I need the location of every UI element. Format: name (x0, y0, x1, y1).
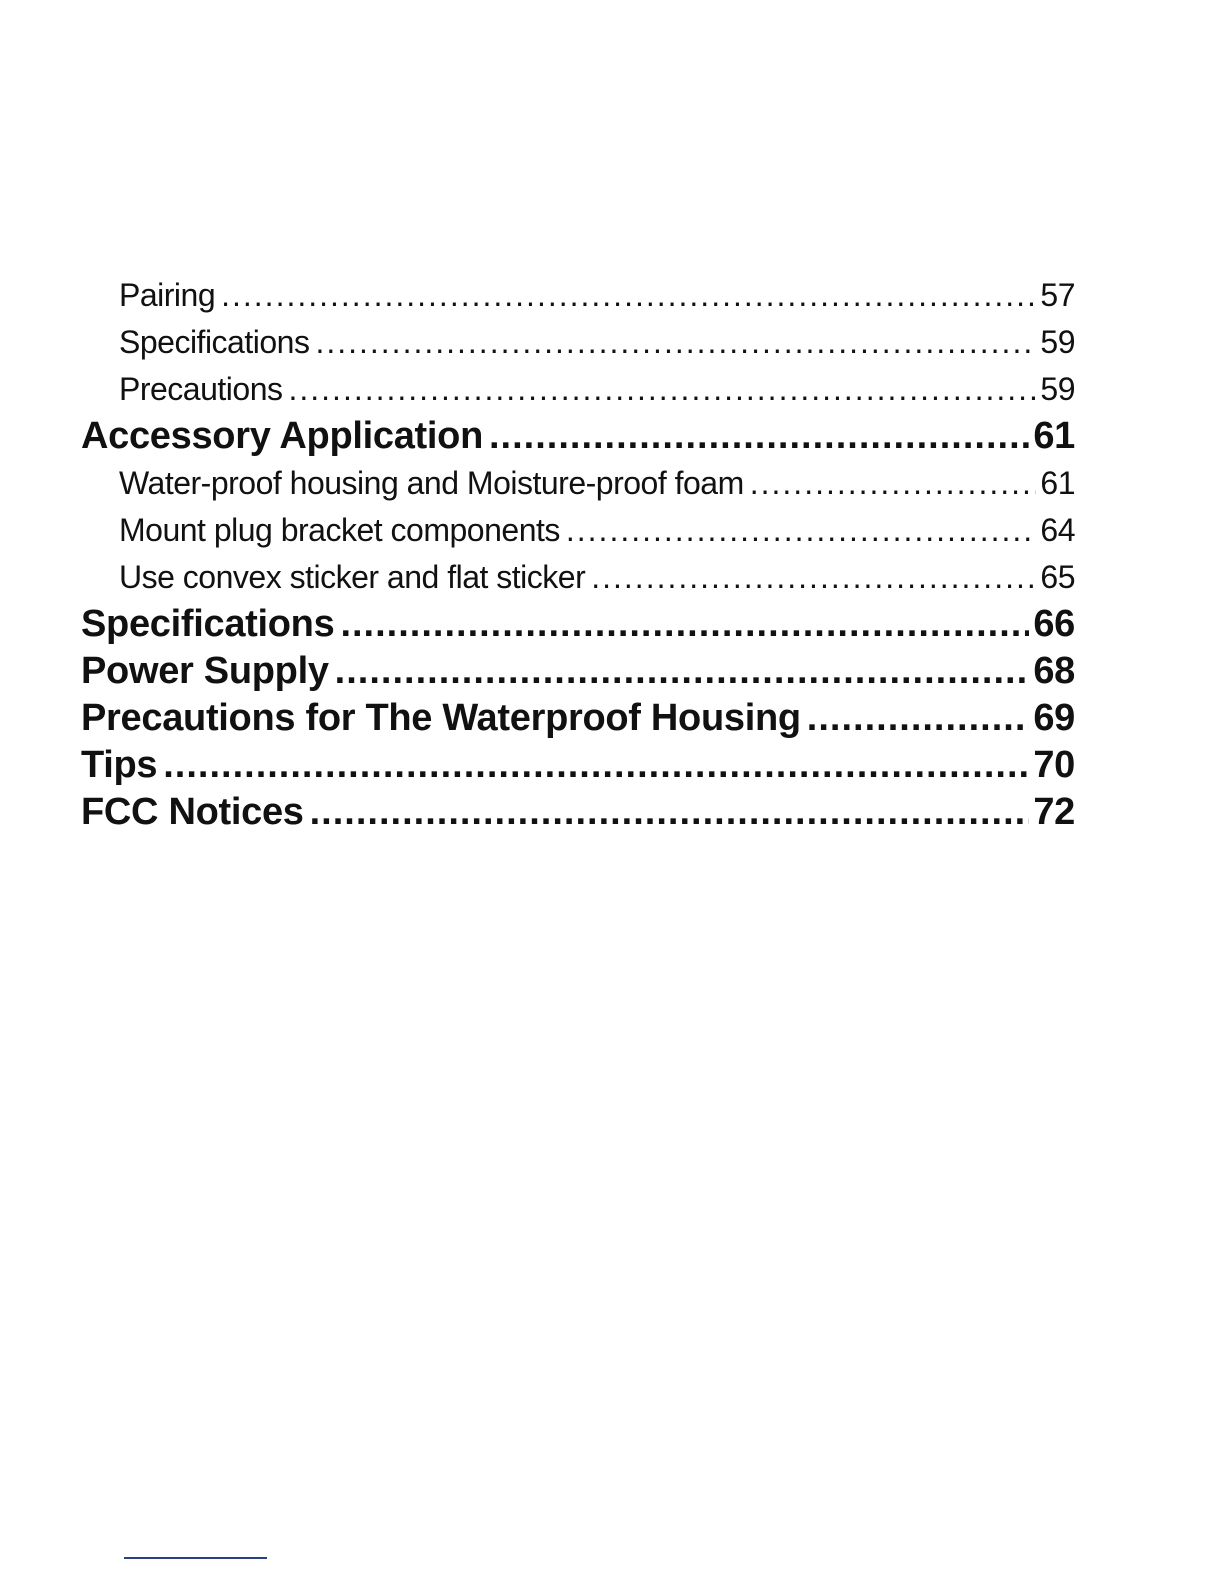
dot-leader (489, 413, 1029, 460)
dot-leader (591, 554, 1036, 601)
toc-entry-title: Use convex sticker and flat sticker (119, 559, 586, 595)
dot-leader (310, 789, 1030, 836)
toc-entry-specifications-sub[interactable] (81, 319, 1075, 366)
toc-entry-fcc-notices[interactable] (81, 789, 1075, 836)
toc-entry-title: FCC Notices (81, 791, 304, 833)
toc-entry-title: Specifications (119, 324, 310, 360)
toc-entry-page: 59 (1040, 371, 1075, 407)
toc-entry-page: 57 (1040, 277, 1075, 313)
footer-rule (124, 1557, 267, 1559)
toc-entry-page: 64 (1040, 512, 1075, 548)
toc-entry-pairing[interactable] (81, 272, 1075, 319)
toc-entry-accessory-application[interactable] (81, 413, 1075, 460)
toc-entry-title: Power Supply (81, 650, 329, 692)
dot-leader (807, 695, 1030, 742)
toc-entry-page: 69 (1033, 697, 1075, 739)
toc-entry-title: Tips (81, 744, 158, 786)
dot-leader (163, 742, 1029, 789)
toc-entry-waterproof-housing-precautions[interactable] (81, 695, 1075, 742)
toc-entry-mount-plug-bracket[interactable] (81, 507, 1075, 554)
toc-entry-power-supply[interactable] (81, 648, 1075, 695)
dot-leader (288, 366, 1036, 413)
dot-leader (340, 601, 1029, 648)
toc-entry-page: 68 (1033, 650, 1075, 692)
dot-leader (750, 460, 1037, 507)
dot-leader (221, 272, 1036, 319)
toc-entry-page: 61 (1040, 465, 1075, 501)
toc-entry-page: 70 (1033, 744, 1075, 786)
toc-entry-page: 66 (1033, 603, 1075, 645)
toc-entry-page: 59 (1040, 324, 1075, 360)
table-of-contents (81, 272, 1075, 836)
dot-leader (566, 507, 1037, 554)
toc-entry-title: Mount plug bracket components (119, 512, 560, 548)
dot-leader (335, 648, 1030, 695)
dot-leader (315, 319, 1036, 366)
toc-entry-title: Precautions for The Waterproof Housing (81, 697, 801, 739)
toc-entry-specifications[interactable] (81, 601, 1075, 648)
toc-entry-title: Accessory Application (81, 415, 483, 457)
toc-entry-convex-sticker[interactable] (81, 554, 1075, 601)
toc-entry-tips[interactable] (81, 742, 1075, 789)
toc-entry-title: Specifications (81, 603, 335, 645)
toc-entry-page: 61 (1033, 415, 1075, 457)
toc-entry-title: Water-proof housing and Moisture-proof foam (119, 465, 744, 501)
toc-entry-water-proof-housing[interactable] (81, 460, 1075, 507)
toc-entry-page: 65 (1040, 559, 1075, 595)
toc-entry-title: Pairing (119, 277, 216, 313)
toc-entry-precautions-sub[interactable] (81, 366, 1075, 413)
toc-entry-page: 72 (1033, 791, 1075, 833)
toc-entry-title: Precautions (119, 371, 283, 407)
